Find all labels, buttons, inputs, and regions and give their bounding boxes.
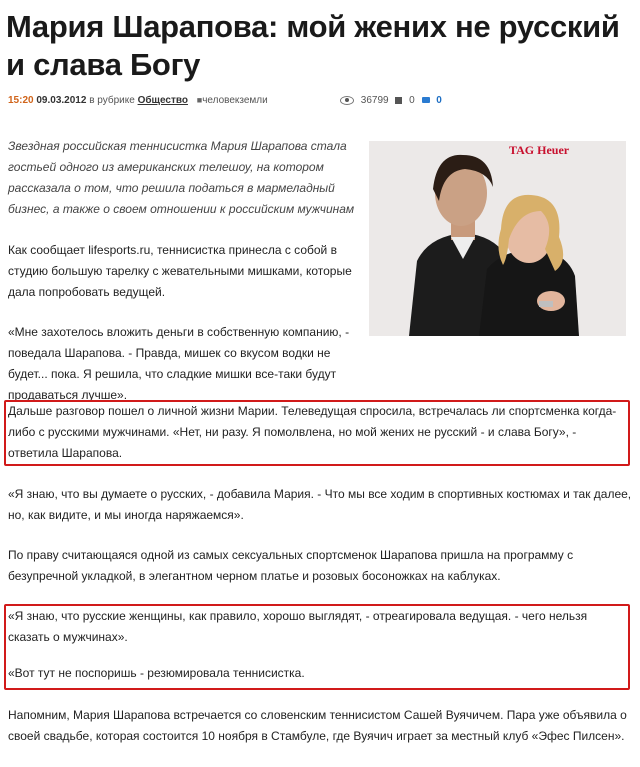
paragraph-highlighted: «Я знаю, что русские женщины, как правило, хорошо выглядят, - отреагировала ведущая. - чего нельзя сказать о мужчинах». — [8, 609, 588, 644]
rating-count: 0 — [409, 95, 415, 106]
paragraph: По праву считающаяся одной из самых сексуальных спортсменок Шарапова пришла на программу с безупречной укладкой, в элегантном черном платье и розовых босоножках на каблуках. — [8, 548, 574, 583]
paragraph-highlighted: Дальше разговор пошел о личной жизни Марии. Телеведущая спросила, встречалась ли спортсменка когда-либо с русскими мужчинами. «Нет, ни разу. Я помолвлена, но мой жених не русский - и слава Богу», - ответила Шарапова. — [8, 404, 617, 460]
article-stats — [340, 95, 446, 106]
article-meta — [8, 95, 632, 106]
paragraph-highlighted: «Вот тут не поспоришь - резюмировала теннисистка. — [8, 666, 305, 680]
paragraph: Как сообщает lifesports.ru, теннисистка принесла с собой в студию большую тарелку с жевательными мишками, которые дала попробовать ведущей. — [8, 243, 352, 299]
comments-count[interactable]: 0 — [436, 95, 442, 106]
author-link[interactable]: человекземли — [202, 95, 268, 106]
rubric-link[interactable]: Общество — [137, 95, 188, 106]
article-title: Мария Шарапова: мой жених не русский и слава Богу — [6, 9, 620, 82]
publish-time: 15:20 — [8, 95, 34, 106]
publish-date: 09.03.2012 — [36, 95, 87, 106]
paragraph: Напомним, Мария Шарапова встречается со словенским теннисистом Сашей Вуячичем. Пара уже объявила о своей свадьбе, которая состоится 10 ноября в Стамбуле, где Вуячич играет за местный клуб «Эфес Пилсен». — [8, 708, 627, 743]
article-photo — [369, 141, 626, 336]
tag-heuer-logo: TAG Heuer — [509, 143, 570, 157]
eye-icon — [340, 96, 354, 105]
views-count: 36799 — [360, 95, 389, 106]
paragraph: «Я знаю, что вы думаете о русских, - добавила Мария. - Что мы все ходим в спортивных костюмах и так далее, но, как видите, и мы иногда наряжаемся». — [8, 487, 632, 522]
rating-icon — [395, 97, 402, 104]
paragraph-intro: Звездная российская теннисистка Мария Шарапова стала гостьей одного из американских телешоу, на котором рассказала о том, что решила податься в мармеладный бизнес, а также о своем отношении к российским мужчинам — [8, 139, 355, 216]
comment-icon[interactable] — [422, 97, 430, 103]
couple-photo-illustration — [369, 141, 626, 336]
user-icon: ■ — [196, 95, 203, 105]
rubric-prefix: в рубрике — [89, 95, 135, 106]
paragraph: «Мне захотелось вложить деньги в собственную компанию, - поведала Шарапова. - Правда, мишек со вкусом водки не будет... пока. Я решила, что сладкие мишки все-таки будут продаваться лучше». — [8, 325, 350, 402]
